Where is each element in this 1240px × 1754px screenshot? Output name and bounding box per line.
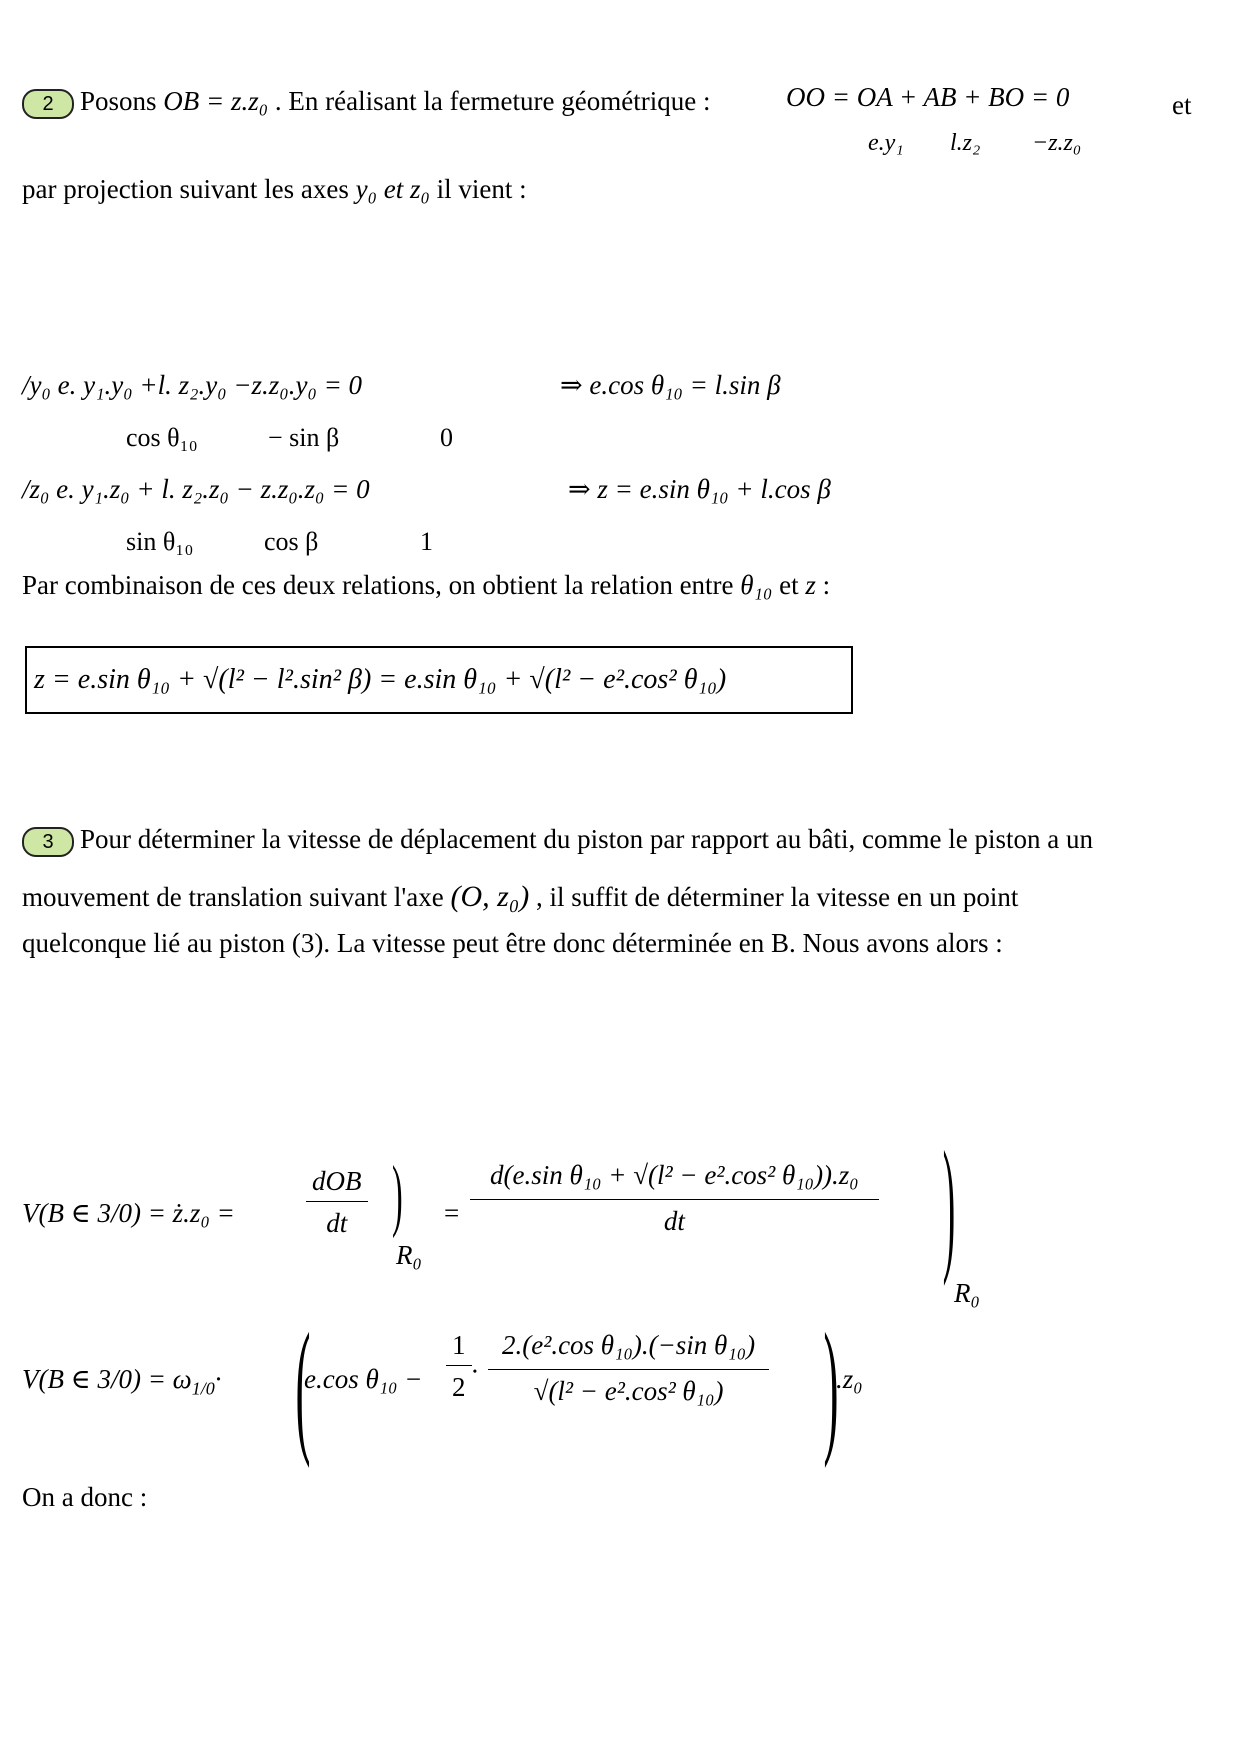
section3-line-3: quelconque lié au piston (3). La vitesse peut être donc déterminée en B. Nous avons alors : <box>22 928 1003 958</box>
equation-1-right: ⇒ e.cos θ₁₀ = l.sin β <box>560 370 781 400</box>
velocity-2-frac-num: 2.(e².cos θ₁₀).(−sin θ₁₀) <box>488 1330 769 1370</box>
velocity-1-ref: R₀ <box>396 1240 422 1270</box>
under-ab: l.z₂ <box>950 130 981 156</box>
equation-1-under-c: 0 <box>440 423 453 452</box>
equation-1-under-b: − sin β <box>268 423 340 452</box>
velocity-1-big-frac <box>470 1160 879 1237</box>
posons-text: Posons <box>80 86 157 116</box>
velocity-2-frac <box>488 1330 769 1407</box>
boxed-equation: z = e.sin θ₁₀ + √(l² − l².sin² β) = e.sin θ₁₀ + √(l² − e².cos² θ₁₀) <box>34 664 727 695</box>
projection-line <box>22 176 527 203</box>
velocity-2-half-num: 1 <box>446 1330 472 1366</box>
section3-line-1 <box>22 826 1093 857</box>
section-number-badge-3: 3 <box>22 827 74 857</box>
equation-2-left: /z₀ e. y₁.z₀ + l. z₂.z₀ − z.z₀.z₀ = 0 <box>22 474 370 504</box>
velocity-2-half: $\frac{1}{2}$ . <box>446 1330 478 1403</box>
velocity-1-big-bracket: ) <box>942 1121 956 1287</box>
et-word: et <box>1172 90 1192 120</box>
velocity-2-half-den: 2 <box>452 1372 466 1402</box>
equation-2-under-a: sin θ₁₀ <box>126 527 194 556</box>
velocity-2-left: V(B ∈ $3/0) = \omega_{1/0}\cdot$ <box>22 1364 222 1399</box>
combination-text: Par combinaison de ces deux relations, on obtient la relation entre <box>22 570 734 600</box>
under-oa: e.y₁ <box>868 130 904 156</box>
projection-text-a: par projection suivant les axes <box>22 174 349 204</box>
velocity-1-equals: = <box>444 1198 460 1228</box>
section3-text-1: Pour déterminer la vitesse de déplacement du piston par rapport au bâti, comme le piston a un <box>80 824 1093 854</box>
section3-text-2b: , il suffit de déterminer la vitesse en un point <box>536 882 1019 912</box>
section-number-badge: 2 <box>22 89 74 119</box>
combination-line <box>22 572 830 599</box>
posons-expression: OB = z.z₀ <box>163 86 269 116</box>
velocity-1-frac <box>306 1166 368 1239</box>
velocity-2-open-paren: ( <box>295 1303 311 1469</box>
equation-1-under-a: cos θ₁₀ <box>126 423 198 452</box>
velocity-1-bracket: ) <box>391 1151 403 1239</box>
velocity-1-left: V(B ∈ 3/0) = ż.z₀ = <box>22 1198 235 1228</box>
axis-expression: (O, z₀) <box>450 880 530 913</box>
velocity-1-big-den: dt <box>663 1206 685 1236</box>
velocity-1-ref-2: R₀ <box>954 1278 980 1308</box>
velocity-2-term1: e.cos θ₁₀ − <box>304 1364 423 1394</box>
section3-line-2 <box>22 882 1018 912</box>
projection-axes: y₀ et z₀ <box>355 174 430 204</box>
equation-2-under-c: 1 <box>420 527 433 556</box>
equation-2-right: ⇒ z = e.sin θ₁₀ + l.cos β <box>568 474 831 504</box>
under-bo: −z.z₀ <box>1032 130 1082 156</box>
velocity-2-frac-den: √(l² − e².cos² θ₁₀) <box>533 1376 724 1406</box>
velocity-2-tail: .z₀ <box>836 1364 863 1394</box>
velocity-2-left-text: V(B ∈ 3/0) = ω <box>22 1364 192 1394</box>
section3-text-2a: mouvement de translation suivant l'axe <box>22 882 444 912</box>
section2-intro-line <box>22 88 710 119</box>
combination-theta: θ₁₀ <box>740 570 773 600</box>
equation-2-under-b: cos β <box>264 527 319 556</box>
projection-text-b: il vient : <box>436 174 527 204</box>
fermeture-text: . En réalisant la fermeture géométrique : <box>274 86 711 116</box>
combination-colon: : <box>822 570 831 600</box>
velocity-2-close-paren: ) <box>823 1303 839 1469</box>
combination-et: et <box>779 570 799 600</box>
on-a-donc: On a donc : <box>22 1482 148 1512</box>
combination-z: z <box>805 570 816 600</box>
velocity-1-frac-den: dt <box>326 1208 348 1238</box>
fermeture-expression: OO = OA + AB + BO = 0 <box>786 82 1070 112</box>
velocity-2-omega-sub: 1/0 <box>191 1378 215 1399</box>
velocity-1-big-num: d(e.sin θ₁₀ + √(l² − e².cos² θ₁₀)).z₀ <box>470 1160 879 1200</box>
velocity-1-frac-num: dOB <box>306 1166 368 1202</box>
equation-1-left: /y₀ e. y₁.y₀ +l. z₂.y₀ −z.z₀.y₀ = 0 <box>22 370 363 400</box>
